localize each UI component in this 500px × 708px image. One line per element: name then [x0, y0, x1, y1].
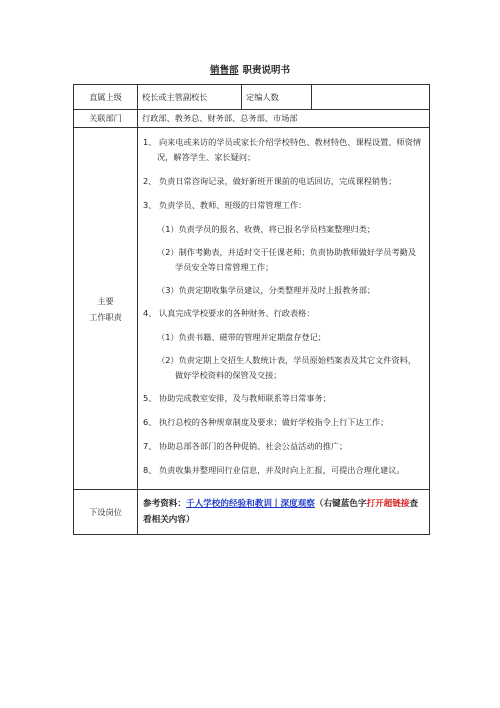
subordinate-label: 下设岗位	[74, 490, 138, 535]
duties-list	[138, 128, 430, 490]
duty-subitem: （2）负责定期上交招生人数统计表，学员原始档案表及其它文件资料，做好学校资料的保管及交接；	[157, 355, 417, 380]
duty-item: 2、 负责日常咨询记录，做好新班开课前的电话回访，完成课程销售；	[143, 176, 397, 186]
subordinate-row	[74, 490, 430, 535]
duty-subitem: （1）负责书籍、磁带的管理并定期盘存登记；	[157, 332, 326, 342]
duty-item: 4、 认真完成学校要求的各种财务、行政表格：	[143, 308, 315, 318]
reference-link[interactable]: 千人学校的经验和教训丨深度观察	[185, 499, 315, 509]
reference-prefix: 参考资料：	[143, 499, 186, 509]
related-value: 行政部、教务总、财务部、总务部、市场部	[138, 110, 430, 128]
duty-item: 8、 负责收集并整理同行业信息，并及时向上汇报，可提出合理化建议。	[143, 465, 405, 475]
superior-row	[74, 85, 430, 110]
reference-note	[138, 490, 430, 535]
title-text: 职责说明书	[242, 65, 291, 76]
duty-subitem: （2）制作考勤表，并适时交于任课老师；负责协助教师做好学员考勤及学员安全等日常管理工作；	[157, 247, 417, 272]
duty-item: 7、 协助总部各部门的各种促销、社会公益活动的推广；	[143, 441, 348, 451]
duty-item: 3、 负责学员、教师、班级的日常管理工作：	[143, 200, 307, 210]
reference-end: 查看相关内容）	[143, 499, 419, 525]
job-description-table	[73, 84, 430, 535]
related-label: 关联部门	[74, 110, 138, 128]
duties-row	[74, 128, 430, 490]
superior-label: 直属上级	[74, 85, 138, 110]
duties-label-line2: 工作职责	[89, 311, 122, 322]
document-title	[0, 62, 500, 76]
duty-subitem: （3）负责定期收集学员建议，分类整理并及时上报教务部；	[157, 285, 376, 295]
duty-item: 6、 执行总校的各种规章制度及要求；做好学校指令上行下达工作；	[143, 417, 389, 427]
duties-label	[74, 128, 138, 490]
headcount-value	[312, 85, 430, 110]
title-department: 销售部	[209, 65, 239, 76]
duty-item: 5、 协助完成教室安排，及与教师联系等日常事务；	[143, 393, 331, 403]
headcount-label: 定编人数	[242, 85, 312, 110]
duty-subitem: （1）负责学员的报名、收费，将已报名学员档案整理归类；	[157, 224, 376, 234]
duties-label-line1: 主要	[97, 295, 114, 306]
related-dept-row	[74, 110, 430, 128]
duty-item: 1、 向来电或来访的学员或家长介绍学校特色、教材特色、课程设置、师资情况，解答学生、家长疑问；	[143, 137, 422, 162]
superior-value: 校长或主管副校长	[138, 85, 242, 110]
reference-red-text: 打开超链接	[366, 499, 410, 509]
reference-mid: （右键蓝色字	[314, 499, 367, 509]
